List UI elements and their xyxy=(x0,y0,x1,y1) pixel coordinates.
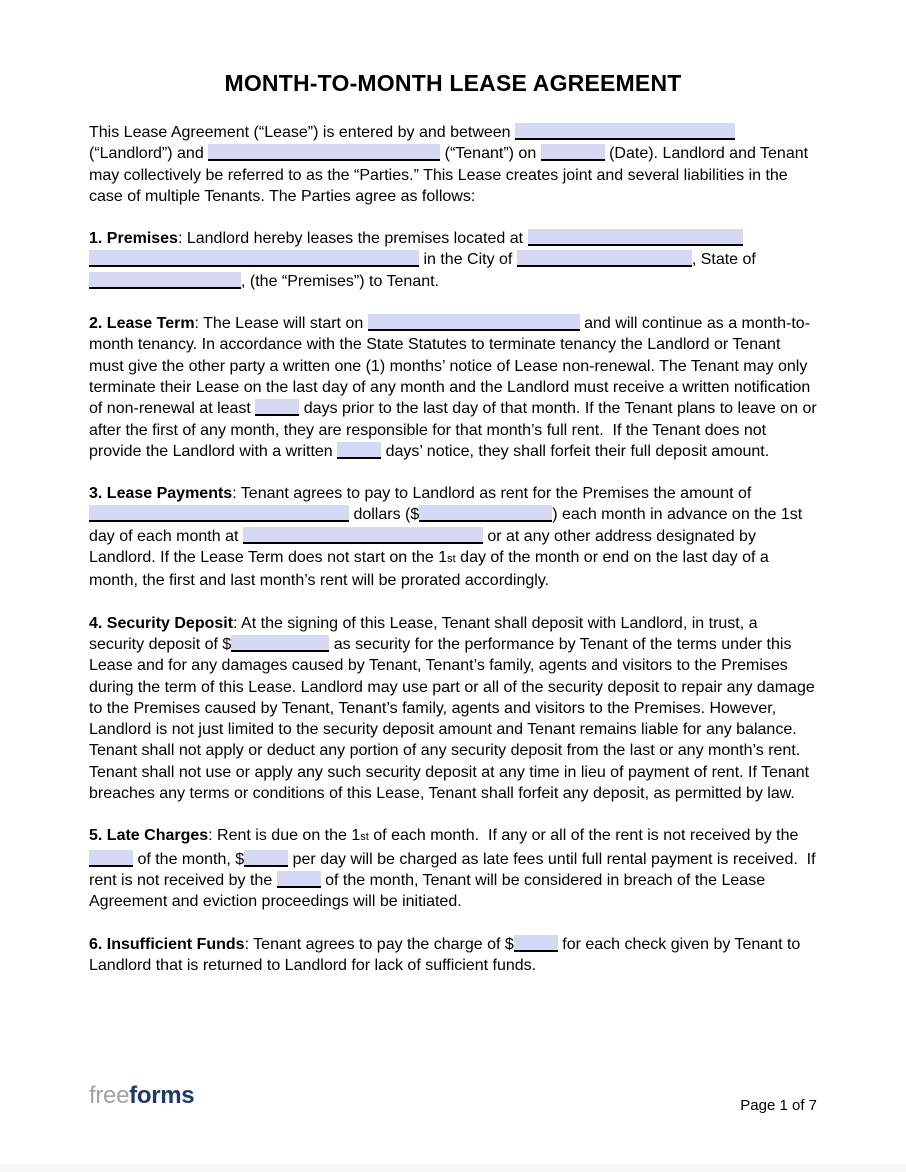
blank-field-rent-amount-words[interactable] xyxy=(89,505,349,522)
section-heading-label: 4. Security Deposit xyxy=(89,614,234,632)
blank-field-late-fee-start-day[interactable] xyxy=(89,850,133,867)
blank-field-agreement-date[interactable] xyxy=(541,144,605,161)
blank-field-premises-state[interactable] xyxy=(89,272,241,289)
logo-text-forms: forms xyxy=(129,1082,195,1109)
freeforms-logo xyxy=(89,1082,194,1110)
blank-field-premises-address-line-1[interactable] xyxy=(528,229,743,246)
page-number: Page 1 of 7 xyxy=(740,1097,817,1114)
section-heading-label: 2. Lease Term xyxy=(89,315,195,333)
section-heading-label: 1. Premises xyxy=(89,230,178,248)
blank-field-rent-amount-number[interactable] xyxy=(419,505,552,522)
section-premises: 1. Premises: Landlord hereby leases the premises located at in the City of , State of , (the “Premises”) to Tenant. xyxy=(89,230,761,290)
paragraph-intro: This Lease Agreement (“Lease”) is entered by and between (“Landlord”) and (“Tenant”) on (Date). Landlord and Tenant may collectively be referred to as the “Parties.” This Lease creates joint and several liabilities in the case of multiple Tenants. The Parties agree as follows: xyxy=(89,124,813,205)
section-heading-label: 5. Late Charges xyxy=(89,827,209,845)
ordinal-suffix: st xyxy=(447,553,456,566)
document-title: MONTH-TO-MONTH LEASE AGREEMENT xyxy=(224,70,682,96)
section-late-charges: 5. Late Charges: Rent is due on the 1st of each month. If any or all of the rent is not received by the of the month, $ per day will be charged as late fees until full rental payment is received. If rent is not received by the of the month, Tenant will be considered in breach of the Lease Agreement and eviction proceedings will be initiated. xyxy=(89,827,821,911)
blank-field-premises-city[interactable] xyxy=(517,250,692,267)
page-bottom-edge xyxy=(0,1164,906,1172)
logo-text-free: free xyxy=(89,1082,130,1109)
blank-field-payment-address[interactable] xyxy=(243,527,483,544)
blank-field-tenant-name[interactable] xyxy=(208,144,440,161)
section-lease-payments: 3. Lease Payments: Tenant agrees to pay to Landlord as rent for the Premises the amount of dollars ($ ) each month in advance on the 1st day of each month at or at any other address designated by Landlord. If the Lease Term does not start on the 1st day of the month or end on the last day of a month, the first and last month’s rent will be prorated accordingly. xyxy=(89,485,807,590)
blank-field-late-fee-per-day[interactable] xyxy=(244,850,288,867)
section-security-deposit: 4. Security Deposit: At the signing of this Lease, Tenant shall deposit with Landlord, in trust, a security deposit of $ as security for the performance by Tenant of the terms under this Lease and for any damages caused by Tenant, Tenant’s family, agents and visitors to the Premises during the term of this Lease. Landlord may use part or all of the security deposit to repair any damage to the Premises caused by Tenant, Tenant’s family, agents and visitors to the Premises. However, Landlord is not just limited to the security deposit amount and Tenant remains liable for any balance. Tenant shall not apply or deduct any portion of any security deposit from the last or any month’s rent. Tenant shall not use or apply any such security deposit at any time in lieu of payment of rent. If Tenant breaches any terms or conditions of this Lease, Tenant shall forfeit any deposit, as permitted by law. xyxy=(89,614,820,803)
section-heading-label: 6. Insufficient Funds xyxy=(89,935,245,953)
blank-field-premises-address-line-2[interactable] xyxy=(89,250,419,267)
blank-field-landlord-name[interactable] xyxy=(515,123,735,140)
blank-field-written-notice-days[interactable] xyxy=(337,442,381,459)
blank-field-nonrenewal-notice-days[interactable] xyxy=(255,399,299,416)
blank-field-lease-start-date[interactable] xyxy=(368,314,580,331)
ordinal-suffix: st xyxy=(360,831,369,844)
section-lease-term: 2. Lease Term: The Lease will start on and will continue as a month-to-month tenancy. In accordance with the State Statutes to terminate tenancy the Landlord or Tenant must give the other party a written one (1) months’ notice of Lease non-renewal. The Tenant may only terminate their Lease on the last day of any month and the Landlord must receive a written notification of non-renewal at least days prior to the last day of that month. If the Tenant plans to leave on or after the first of any month, they are responsible for that month’s full rent. If the Tenant does not provide the Landlord with a written days’ notice, they shall forfeit their full deposit amount. xyxy=(89,315,822,460)
blank-field-nsf-charge[interactable] xyxy=(514,935,558,952)
blank-field-breach-day[interactable] xyxy=(277,871,321,888)
section-heading-label: 3. Lease Payments xyxy=(89,485,233,503)
blank-field-security-deposit-amount[interactable] xyxy=(231,635,329,652)
section-insufficient-funds: 6. Insufficient Funds: Tenant agrees to pay the charge of $ for each check given by Tenant to Landlord that is returned to Landlord for lack of sufficient funds. xyxy=(89,935,805,974)
